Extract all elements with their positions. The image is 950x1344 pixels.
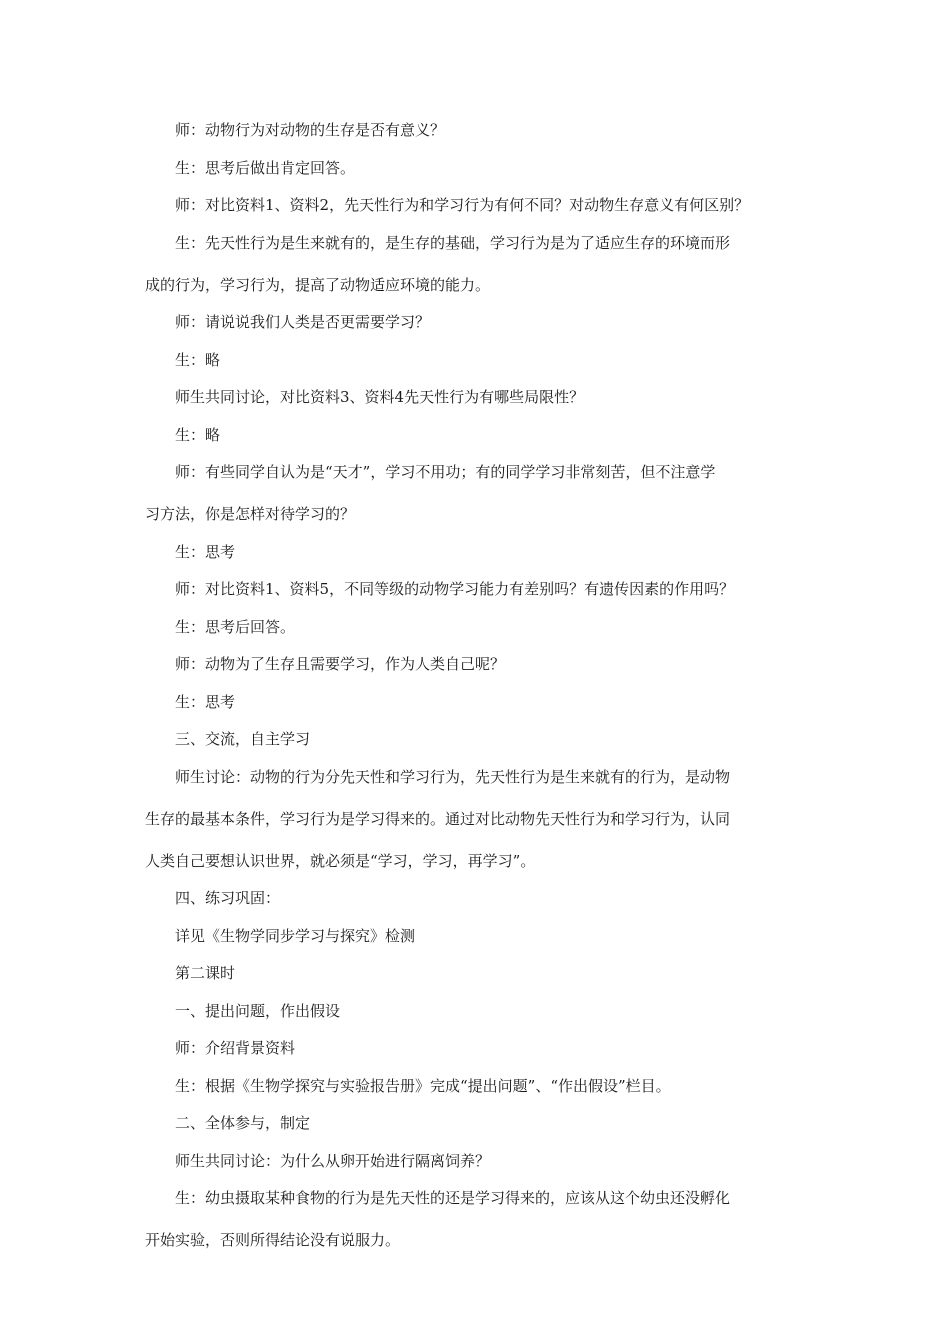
dialogue-line: 师：有些同学自认为是“天才”，学习不用功；有的同学学习非常刻苦，但不注意学 xyxy=(175,463,716,481)
section-heading: 三、交流，自主学习 xyxy=(175,730,311,748)
dialogue-line: 师：动物为了生存且需要学习，作为人类自己呢？ xyxy=(175,655,506,673)
dialogue-line: 生：略 xyxy=(175,425,221,444)
dialogue-line: 生：思考后做出肯定回答。 xyxy=(175,158,356,177)
document-body xyxy=(145,119,825,1251)
dialogue-line: 师生共同讨论，对比资料3、资料4先天性行为有哪些局限性？ xyxy=(175,388,585,406)
dialogue-line: 师：对比资料1、资料2，先天性行为和学习行为有何不同？对动物生存意义有何区别？ xyxy=(175,196,750,214)
dialogue-line: 生：思考 xyxy=(175,692,236,711)
paragraph-line-continued: 人类自己要想认识世界，就必须是“学习，学习，再学习”。 xyxy=(145,851,536,870)
dialogue-line-continued: 习方法，你是怎样对待学习的？ xyxy=(145,505,356,523)
dialogue-line: 师：介绍背景资料 xyxy=(175,1039,296,1057)
dialogue-line-continued: 成的行为，学习行为，提高了动物适应环境的能力。 xyxy=(145,275,491,294)
dialogue-line: 师：对比资料1、资料5，不同等级的动物学习能力有差别吗？有遗传因素的作用吗？ xyxy=(175,580,735,598)
paragraph-line: 详见《生物学同步学习与探究》检测 xyxy=(175,926,416,945)
dialogue-line: 生：思考 xyxy=(175,542,236,561)
lesson-heading: 第二课时 xyxy=(175,964,236,982)
dialogue-line: 生：思考后回答。 xyxy=(175,617,296,636)
paragraph-line-continued: 生存的最基本条件，学习行为是学习得来的。通过对比动物先天性行为和学习行为，认同 xyxy=(145,809,731,828)
dialogue-line: 生：根据《生物学探究与实验报告册》完成“提出问题”、“作出假设”栏目。 xyxy=(175,1076,671,1095)
dialogue-line: 生：幼虫摄取某种食物的行为是先天性的还是学习得来的，应该从这个幼虫还没孵化 xyxy=(175,1189,731,1207)
dialogue-line: 师：动物行为对动物的生存是否有意义？ xyxy=(175,121,446,139)
dialogue-line: 生：先天性行为是生来就有的，是生存的基础，学习行为是为了适应生存的环境而形 xyxy=(175,233,731,252)
dialogue-line: 师生共同讨论：为什么从卵开始进行隔离饲养？ xyxy=(175,1151,491,1170)
section-heading: 二、全体参与，制定 xyxy=(175,1114,311,1132)
section-heading: 一、提出问题，作出假设 xyxy=(175,1001,341,1020)
dialogue-line: 生：略 xyxy=(175,350,221,369)
dialogue-line: 师：请说说我们人类是否更需要学习？ xyxy=(175,313,431,331)
paragraph-line: 师生讨论：动物的行为分先天性和学习行为，先天性行为是生来就有的行为，是动物 xyxy=(175,767,731,786)
dialogue-line-continued: 开始实验，否则所得结论没有说服力。 xyxy=(145,1231,401,1249)
section-heading: 四、练习巩固： xyxy=(175,889,281,907)
